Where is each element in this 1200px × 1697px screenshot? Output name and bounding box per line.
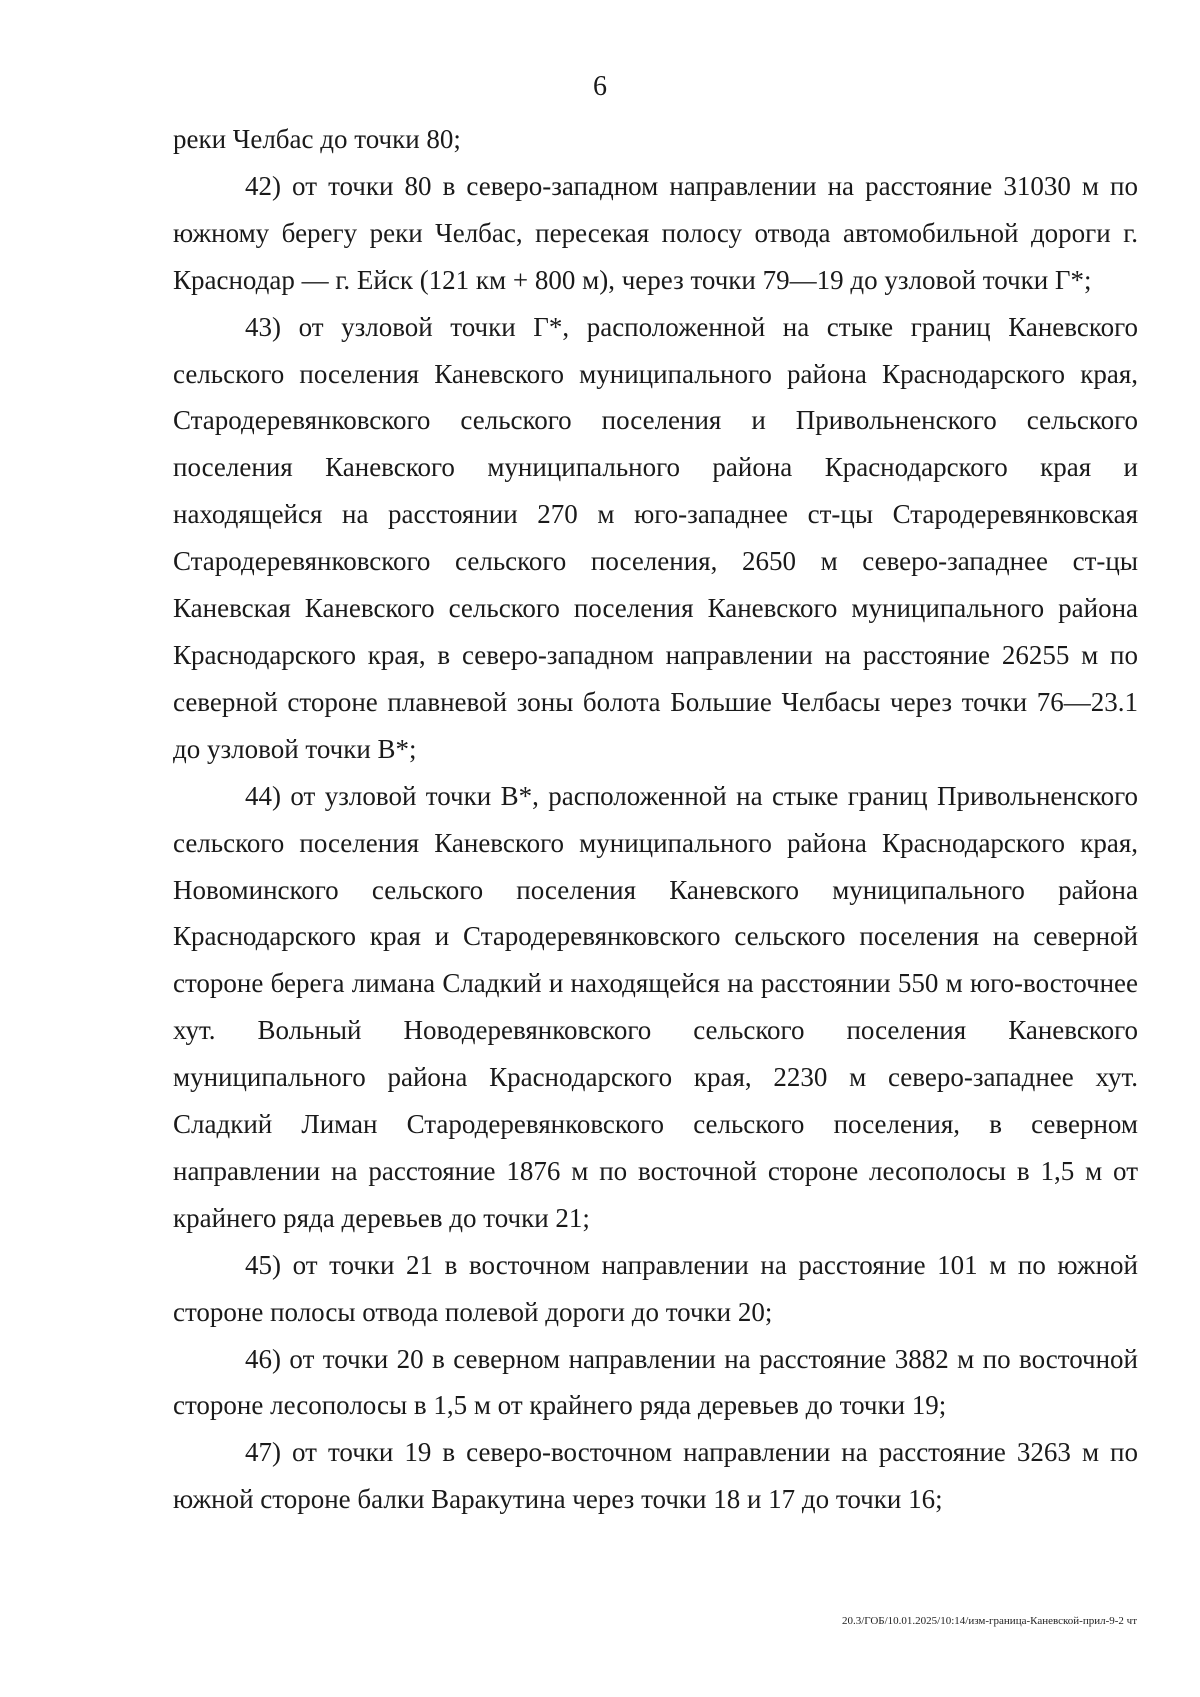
paragraph-42: 42) от точки 80 в северо-западном направлении на расстояние 31030 м по южному берегу реки Челбас, пересекая полосу отвода автомобильной дороги г. Краснодар — г. Ейск (121 км + 800 м), через точки 79—19 до узловой точки Г*; bbox=[173, 170, 1138, 295]
page-number: 6 bbox=[593, 71, 607, 102]
paragraph-44: 44) от узловой точки В*, расположенной на стыке границ Привольненского сельского поселения Каневского муниципального района Краснодарского края, Новоминского сельского поселения Каневского муниципального района Краснодарского края и Стародеревянковского сельского поселения на северной стороне берега лимана Сладкий и находящейся на расстоянии 550 м юго-восточнее хут. Вольный Новодеревянковского сельского поселения Каневского муниципального района Краснодарского края, 2230 м северо-западнее хут. Сладкий Лиман Стародеревянковского сельского поселения, в северном направлении на расстояние 1876 м по восточной стороне лесополосы в 1,5 м от крайнего ряда деревьев до точки 21; bbox=[173, 780, 1138, 1233]
document-body bbox=[173, 116, 1138, 1523]
document-footer-metadata: 20.3/ГОБ/10.01.2025/10:14/изм-граница-Каневской-прил-9-2 чт bbox=[841, 1615, 1137, 1627]
paragraph-46: 46) от точки 20 в северном направлении на расстояние 3882 м по восточной стороне лесополосы в 1,5 м от крайнего ряда деревьев до точки 19; bbox=[173, 1343, 1138, 1421]
paragraph-47: 47) от точки 19 в северо-восточном направлении на расстояние 3263 м по южной стороне балки Варакутина через точки 18 и 17 до точки 16; bbox=[173, 1437, 1138, 1515]
paragraph-45: 45) от точки 21 в восточном направлении на расстояние 101 м по южной стороне полосы отвода полевой дороги до точки 20; bbox=[173, 1249, 1138, 1327]
paragraph-continuation: реки Челбас до точки 80; bbox=[173, 124, 461, 154]
paragraph-43: 43) от узловой точки Г*, расположенной на стыке границ Каневского сельского поселения Каневского муниципального района Краснодарского края, Стародеревянковского сельского поселения и Привольненского сельского поселения Каневского муниципального района Краснодарского края и находящейся на расстоянии 270 м юго-западнее ст-цы Стародеревянковская Стародеревянковского сельского поселения, 2650 м северо-западнее ст-цы Каневская Каневского сельского поселения Каневского муниципального района Краснодарского края, в северо-западном направлении на расстояние 26255 м по северной стороне плавневой зоны болота Большие Челбасы через точки 76—23.1 до узловой точки В*; bbox=[173, 311, 1138, 764]
